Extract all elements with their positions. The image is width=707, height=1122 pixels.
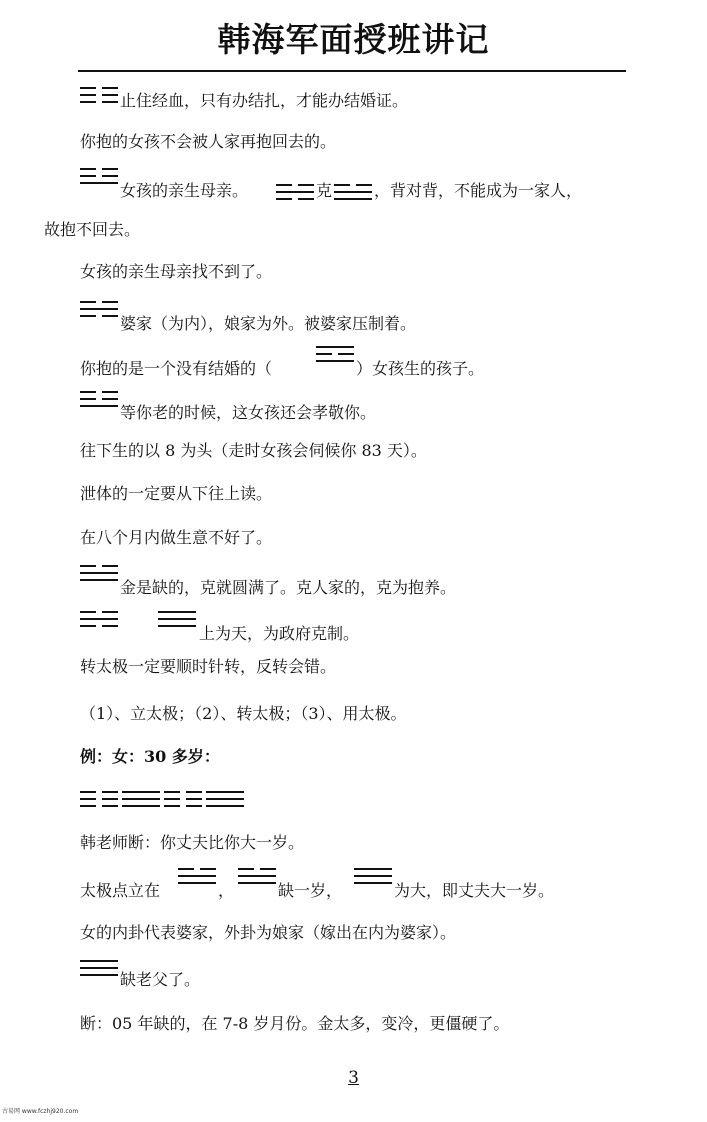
yin-line-segment (200, 868, 216, 870)
text-line: 为大，即丈夫大一岁。 (394, 881, 555, 900)
yin-line-segment (102, 625, 118, 627)
trigram-icon (316, 341, 354, 365)
yin-line-segment (186, 791, 202, 793)
text-line: 止住经血，只有办结扎，才能办结婚证。 (120, 91, 409, 110)
yang-line (122, 798, 160, 800)
text-line: 你抱的是一个没有结婚的（ (80, 359, 273, 378)
trigram-icon (276, 179, 314, 203)
yang-line (354, 875, 392, 877)
trigram-icon (80, 955, 118, 979)
yang-line (354, 882, 392, 884)
yin-line-segment (102, 101, 118, 103)
yin-line-segment (80, 101, 96, 103)
text-line: 等你老的时候，这女孩还会孝敬你。 (120, 403, 377, 422)
yin-line-segment (102, 611, 118, 613)
trigram-icon (80, 296, 118, 320)
trigram-icon (80, 82, 118, 106)
example-heading: 例：女：30 多岁： (80, 747, 220, 766)
trigram-svg (80, 560, 118, 584)
text-line: 女孩的亲生母亲找不到了。 (80, 262, 273, 281)
trigram-svg (178, 863, 216, 887)
trigram-icon (80, 786, 118, 810)
trigram-svg (164, 786, 202, 810)
trigram-svg (80, 82, 118, 106)
yin-line-segment (186, 798, 202, 800)
page-title: 韩海军面授班讲记 (217, 20, 490, 59)
yang-line (80, 308, 118, 310)
yin-line-segment (334, 184, 350, 186)
yin-line-segment (80, 611, 96, 613)
yin-line-segment (102, 168, 118, 170)
trigram-svg (80, 786, 118, 810)
yin-line-segment (276, 198, 292, 200)
trigram-svg (206, 786, 244, 810)
yang-line (276, 191, 314, 193)
trigram-svg (80, 606, 118, 630)
trigram-icon (178, 863, 216, 887)
text-line: 在八个月内做生意不好了。 (80, 528, 273, 547)
yin-line-segment (80, 175, 96, 177)
yang-line (178, 882, 216, 884)
trigram-svg (354, 863, 392, 887)
trigram-icon (80, 606, 118, 630)
yin-line-segment (102, 315, 118, 317)
yin-line-segment (80, 87, 96, 89)
trigram-svg (276, 179, 314, 203)
yang-line (122, 805, 160, 807)
trigram-svg (80, 296, 118, 320)
text-line: 韩老师断：你丈夫比你大一岁。 (80, 833, 305, 852)
yang-line (80, 572, 118, 574)
yin-line-segment (80, 391, 96, 393)
yang-line (334, 198, 372, 200)
yang-line (122, 791, 160, 793)
text-line: 婆家（为内），娘家为外。被婆家压制着。 (120, 314, 417, 333)
trigram-svg (238, 863, 276, 887)
trigram-icon (238, 863, 276, 887)
text-line: ， (218, 881, 235, 900)
text-line: 女孩的亲生母亲。 (120, 181, 249, 200)
yin-line-segment (186, 805, 202, 807)
yang-line (80, 182, 118, 184)
yin-line-segment (80, 94, 96, 96)
trigram-icon (206, 786, 244, 810)
trigram-icon (80, 163, 118, 187)
yin-line-segment (80, 805, 96, 807)
text-line: 太极点立在 (80, 881, 161, 900)
text-line: 缺一岁， (278, 881, 343, 900)
text-line: 泄体的一定要从下往上读。 (80, 484, 273, 503)
yin-line-segment (298, 184, 314, 186)
yin-line-segment (338, 353, 354, 355)
yang-line (354, 868, 392, 870)
yin-line-segment (80, 625, 96, 627)
yin-line-segment (102, 565, 118, 567)
yin-line-segment (298, 198, 314, 200)
trigram-svg (80, 955, 118, 979)
yang-line (158, 618, 196, 620)
yang-line (80, 618, 118, 620)
yin-line-segment (356, 184, 372, 186)
text-line: 断：05 年缺的，在 7-8 岁月份。金太多，变冷，更僵硬了。 (80, 1014, 510, 1033)
yang-line (80, 405, 118, 407)
yin-line-segment (276, 184, 292, 186)
yin-line-segment (80, 798, 96, 800)
yin-line-segment (102, 94, 118, 96)
trigram-svg (334, 179, 372, 203)
yang-line (206, 798, 244, 800)
yin-line-segment (102, 398, 118, 400)
yang-line (178, 875, 216, 877)
watermark-text: 古易网 www.fczhj920.com (2, 1108, 79, 1115)
yang-line (80, 967, 118, 969)
yang-line (316, 360, 354, 362)
text-line: ，背对背，不能成为一家人， (374, 181, 583, 200)
yin-line-segment (80, 315, 96, 317)
text-line: 故抱不回去。 (44, 220, 141, 239)
yin-line-segment (102, 391, 118, 393)
yang-line (206, 805, 244, 807)
yin-line-segment (80, 168, 96, 170)
trigram-svg (80, 386, 118, 410)
yang-line (158, 611, 196, 613)
trigram-icon (164, 786, 202, 810)
text-line: ）女孩生的孩子。 (356, 359, 485, 378)
text-line: 缺老父了。 (120, 970, 201, 989)
trigram-svg (316, 341, 354, 365)
trigram-svg (80, 163, 118, 187)
yin-line-segment (80, 301, 96, 303)
trigram-icon (122, 786, 160, 810)
yang-line (238, 875, 276, 877)
yin-line-segment (178, 868, 194, 870)
page-number: 3 (348, 1068, 359, 1088)
yang-line (206, 791, 244, 793)
text-line: （1）、立太极；（2）、转太极；（3）、用太极。 (80, 704, 407, 723)
trigram-svg (158, 606, 196, 630)
yin-line-segment (102, 798, 118, 800)
trigram-icon (158, 606, 196, 630)
text-line: 金是缺的，克就圆满了。克人家的，克为抱养。 (120, 578, 457, 597)
yang-line (80, 974, 118, 976)
text-line: 女的内卦代表婆家，外卦为娘家（嫁出在内为婆家）。 (80, 923, 457, 942)
yin-line-segment (80, 791, 96, 793)
yin-line-segment (238, 868, 254, 870)
trigram-icon (80, 386, 118, 410)
yin-line-segment (80, 398, 96, 400)
yang-line (238, 882, 276, 884)
trigram-icon (354, 863, 392, 887)
yin-line-segment (260, 868, 276, 870)
yin-line-segment (102, 791, 118, 793)
yang-line (158, 625, 196, 627)
yin-line-segment (164, 805, 180, 807)
title-underline (78, 70, 626, 72)
yang-line (80, 960, 118, 962)
yang-line (80, 579, 118, 581)
yin-line-segment (164, 798, 180, 800)
yin-line-segment (316, 353, 332, 355)
yin-line-segment (102, 175, 118, 177)
trigram-svg (122, 786, 160, 810)
text-line: 你抱的女孩不会被人家再抱回去的。 (80, 132, 337, 151)
text-line: 转太极一定要顺时针转，反转会错。 (80, 657, 337, 676)
text-line: 克 (316, 181, 333, 200)
yin-line-segment (164, 791, 180, 793)
yin-line-segment (102, 87, 118, 89)
yang-line (334, 191, 372, 193)
text-line: 往下生的以 8 为头（走时女孩会伺候你 83 天）。 (80, 441, 427, 460)
yang-line (316, 346, 354, 348)
yin-line-segment (102, 805, 118, 807)
text-line: 上为天，为政府克制。 (199, 624, 360, 643)
trigram-icon (80, 560, 118, 584)
trigram-icon (334, 179, 372, 203)
yin-line-segment (80, 565, 96, 567)
yin-line-segment (102, 301, 118, 303)
